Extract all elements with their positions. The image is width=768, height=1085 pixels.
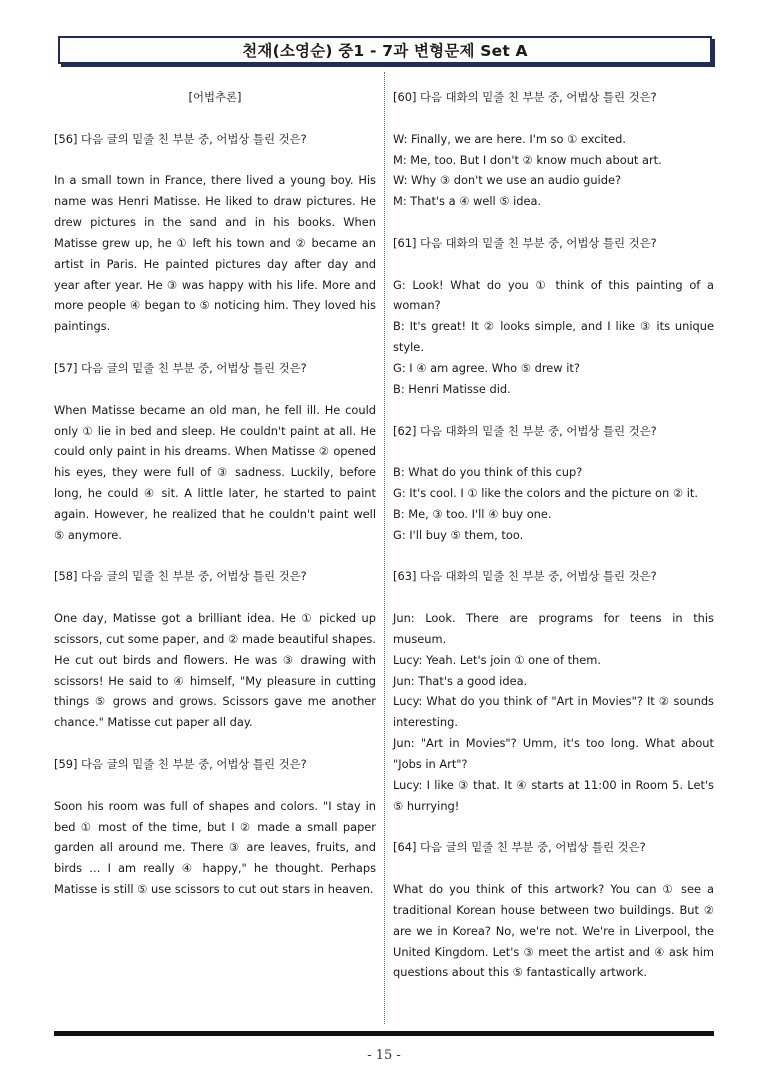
dialogue-line: B: What do you think of this cup? [393,465,583,480]
question-57-prompt: [57] 다음 글의 밑줄 친 부분 중, 어법상 틀린 것은? [54,360,307,375]
dialogue-line: Jun: That's a good idea. [393,673,528,688]
right-column [393,87,714,983]
dialogue-line: M: That's a ④ well ⑤ idea. [393,194,542,209]
dialogue-line: B: Henri Matisse did. [393,381,511,396]
dialogue-line: G: I'll buy ⑤ them, too. [393,527,524,542]
question-64-prompt: [64] 다음 글의 밑줄 친 부분 중, 어법상 틀린 것은? [393,840,646,855]
section-label: [어법추론] [188,90,242,104]
question-62-prompt: [62] 다음 대화의 밑줄 친 부분 중, 어법상 틀린 것은? [393,423,657,438]
page-title: 천재(소영순) 중1 - 7과 변형문제 Set A [242,42,528,60]
dialogue-line: Jun: Look. There are programs for teens in this museum. [393,611,714,646]
question-64-passage: What do you think of this artwork? You can ① see a traditional Korean house between two buildings. But ② are we in Korea? No, we're not. We're in Liverpool, the United Kingdom. Let's ③ meet the artist and ④ ask him questions about this ⑤ fantastically artwork. [393,882,714,980]
bottom-rule [54,1031,714,1036]
dialogue-line: G: I ④ am agree. Who ⑤ drew it? [393,360,580,375]
left-column [54,87,376,900]
dialogue-line: B: It's great! It ② looks simple, and I like ③ its unique style. [393,319,714,355]
dialogue-line: Lucy: I like ③ that. It ④ starts at 11:00 in Room 5. Let's ⑤ hurrying! [393,777,714,813]
dialogue-line: W: Why ③ don't we use an audio guide? [393,173,621,188]
column-divider [384,72,385,1024]
question-58-prompt: [58] 다음 글의 밑줄 친 부분 중, 어법상 틀린 것은? [54,569,307,584]
question-61-prompt: [61] 다음 대화의 밑줄 친 부분 중, 어법상 틀린 것은? [393,235,657,250]
question-59-prompt: [59] 다음 글의 밑줄 친 부분 중, 어법상 틀린 것은? [54,757,307,771]
question-56-passage: In a small town in France, there lived a young boy. His name was Henri Matisse. He liked to draw pictures. He drew pictures in the sand and in his books. When Matisse grew up, he ① left his town and ② became an artist in Paris. He painted pictures day after day and year after year. He ③ was happy with his life. More and more people ④ began to ⑤ noticing him. They loved his paintings. [54,173,376,334]
dialogue-line: M: Me, too. But I don't ② know much about art. [393,152,662,167]
question-59-passage: Soon his room was full of shapes and colors. "I stay in bed ① most of the time, but I ② made a small paper garden all around me. There ③ are leaves, fruits, and birds … I am really ④ happy," he thought. Perhaps Matisse is still ⑤ use scissors to cut out stars in heaven. [54,798,376,897]
dialogue-line: Lucy: Yeah. Let's join ① one of them. [393,652,601,667]
title-box [58,36,712,64]
question-58-passage: One day, Matisse got a brilliant idea. He ① picked up scissors, cut some paper, and ② made beautiful shapes. He cut out birds and flowers. He was ③ drawing with scissors! He said to ④ himself, "My pleasure in cutting things ⑤ grows and grows. Scissors gave me another chance." Matisse cut paper all day. [54,611,376,730]
page-number: - 15 - [367,1048,401,1063]
question-56-prompt: [56] 다음 글의 밑줄 친 부분 중, 어법상 틀린 것은? [54,131,307,146]
question-63-prompt: [63] 다음 대화의 밑줄 친 부분 중, 어법상 틀린 것은? [393,569,657,584]
dialogue-line: G: It's cool. I ① like the colors and the picture on ② it. [393,486,698,501]
dialogue-line: G: Look! What do you ① think of this painting of a woman? [393,277,714,313]
dialogue-line: B: Me, ③ too. I'll ④ buy one. [393,506,552,521]
question-60-prompt: [60] 다음 대화의 밑줄 친 부분 중, 어법상 틀린 것은? [393,90,657,104]
dialogue-line: Lucy: What do you think of "Art in Movies"? It ② sounds interesting. [393,694,714,730]
dialogue-line: Jun: "Art in Movies"? Umm, it's too long. What about "Jobs in Art"? [393,736,714,771]
dialogue-line: W: Finally, we are here. I'm so ① excited. [393,131,627,146]
question-57-passage: When Matisse became an old man, he fell ill. He could only ① lie in bed and sleep. He couldn't paint at all. He could only paint in his dreams. When Matisse ② opened his eyes, they were full of ③ sadness. Luckily, before long, he could ④ sit. A little later, he started to paint again. However, he realized that he couldn't paint well ⑤ anymore. [54,402,376,542]
